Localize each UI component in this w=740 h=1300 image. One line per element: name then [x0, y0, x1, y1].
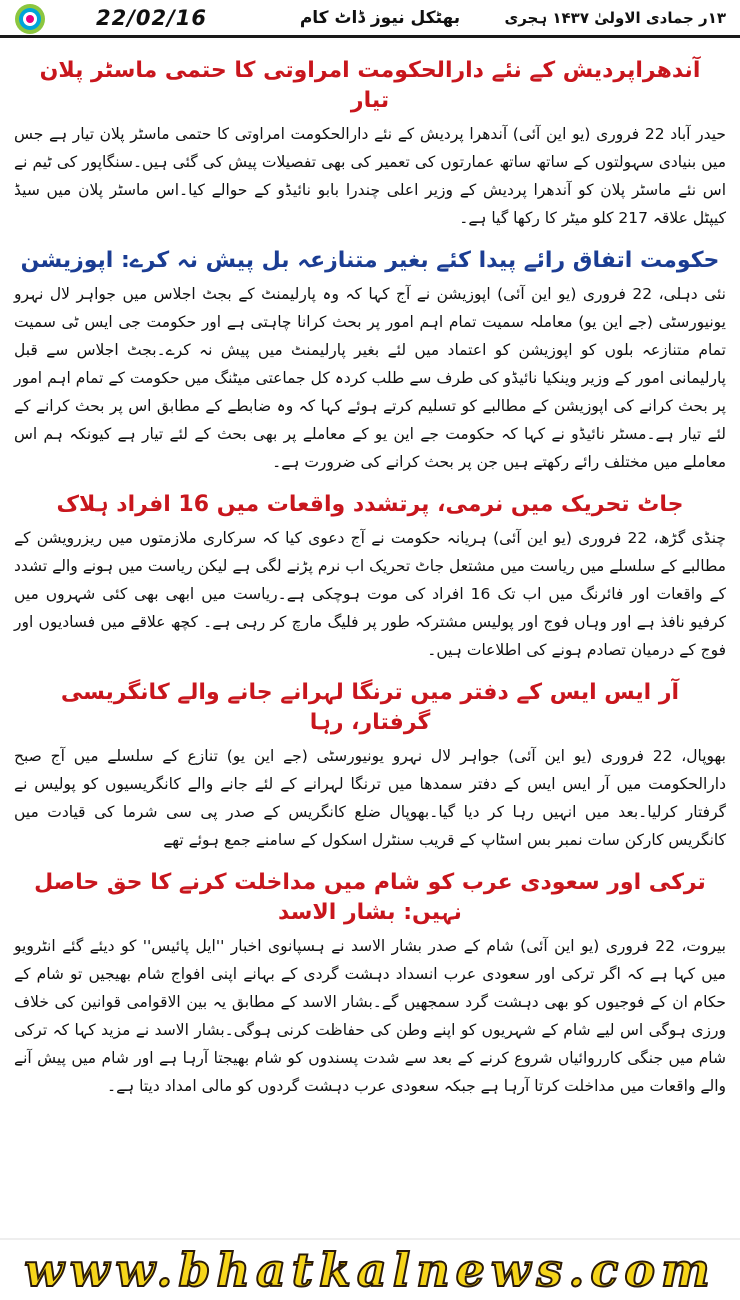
news-content — [0, 42, 740, 1238]
site-name: بھٹکل نیوز ڈاٹ کام — [299, 8, 461, 28]
article-body-jat: چنڈی گڑھ، 22 فروری (یو این آئی) ہریانہ حکومت نے آج دعوی کیا کہ سرکاری ملازمتوں میں ریزرویشن کے مطالبے کے سلسلے میں ریاست میں مشتعل جاٹ تحریک اب نرم پڑنے لگی ہے لیکن ریاست میں ہونے والے تشدد کے واقعات اور فائرنگ میں اب تک 16 افراد کی موت ہوچکی ہے۔ریاست میں ابھی بھی کئی شہروں میں کرفیو نافذ ہے اور وہاں فوج اور پولیس مشترکہ طور پر فلیگ مارچ کر رہی ہے۔ کچھ علاقے میں فسادیوں اور فوج کے درمیان تصادم ہونے کی اطلاعات ہیں۔ — [14, 529, 726, 659]
headline-opposition-bills: حکومت اتفاق رائے پیدا کئے بغیر متنازعہ بل پیش نہ کرے: اپوزیشن — [20, 248, 720, 273]
article-body-rss: بھوپال، 22 فروری (یو این آئی) جواہر لال نہرو یونیورسٹی (جے این یو) تنازع کے سلسلے میں آج صبح دارالحکومت میں آر ایس ایس کے دفتر سمدھا میں ترنگا لہرانے کے لئے جانے والے کانگریسیوں کو پولیس نے گرفتار کرلیا۔بعد میں انہیں رہا کر دیا گیا۔بھوپال ضلع کانگریس کے صدر پی سی شرما کی قیادت میں کانگریس کارکن سات نمبر بس اسٹاپ کے قریب سنٹرل اسکول کے سامنے جمع ہوئے تھے — [14, 747, 726, 849]
article-body-amaravati: حیدر آباد 22 فروری (یو این آئی) آندھرا پردیش کے نئے دارالحکومت امراوتی کا حتمی ماسٹر پلان تیار ہے جس میں بنیادی سہولتوں کے ساتھ ساتھ عمارتوں کی تعمیر کی بھی تفصیلات پیش کی گئی ہیں۔سنگاپور کی ٹیم نے اس نئے ماسٹر پلان کو آندھرا پردیش کے وزیر اعلی چندرا بابو نائیڈو کے حوالے کیا۔اس ماسٹر پلان میں سیڈ کیپٹل علاقہ 217 کلو میٹر کا رکھا گیا ہے۔ — [14, 125, 726, 227]
headline-amaravati-masterplan: آندھراپردیش کے نئے دارالحکومت امراوتی کا حتمی ماسٹر پلان تیار — [39, 58, 701, 113]
logo-icon — [14, 3, 46, 35]
footer-banner — [0, 1238, 740, 1300]
page-header — [0, 0, 740, 38]
headline-bashar-assad: ترکی اور سعودی عرب کو شام میں مداخلت کرنے کا حق حاصل نہیں: بشار الاسد — [34, 870, 706, 925]
headline-jat-agitation: جاٹ تحریک میں نرمی، پرتشدد واقعات میں 16 افراد ہلاک — [56, 492, 684, 517]
issue-date: 22/02/16 — [96, 6, 208, 30]
article-body-assad: بیروت، 22 فروری (یو این آئی) شام کے صدر بشار الاسد نے ہسپانوی اخبار ''ایل پائیس'' کو دیئے گئے انٹرویو میں کہا ہے کہ اگر ترکی اور سعودی عرب انسداد دہشت گردی کے بہانے اپنی افواج شام بھیجیں تو شام کے حکام ان کے فوجیوں کو بھی دہشت گرد سمجھیں گے۔بشار الاسد کے مطابق یہ بین الاقوامی قوانین کی خلاف ورزی ہوگی اس لیے شام کے شہریوں کو اپنے وطن کی حفاظت کرنی ہوگی۔بشار الاسد نے مزید کہا کہ ترکی شام میں جنگی کارروائیاں شروع کرنے کے بعد سے شدت پسندوں کو شام بھیجتا آرہا ہے اور شام میں پیش آنے والے واقعات میں مداخلت کرتا آرہا ہے جبکہ سعودی عرب دہشت گردوں کو مالی امداد دیتا ہے۔ — [14, 937, 726, 1095]
article-body-opposition: نئی دہلی، 22 فروری (یو این آئی) اپوزیشن نے آج کہا کہ وہ پارلیمنٹ کے بجٹ اجلاس میں جواہر لال نہرو یونیورسٹی (جے این یو) معاملہ سمیت تمام اہم امور پر بحث کرانا چاہتی ہے اور حکومت جی ایس ٹی سمیت تمام متنازعہ بلوں کو اپوزیشن کو اعتماد میں لئے بغیر پارلیمنٹ میں پیش نہ کرے۔بجٹ اجلاس سے قبل پارلیمانی امور کے وزیر وینکیا نائیڈو کی طرف سے طلب کردہ کل جماعتی میٹنگ میں حکومت کے تمام اہم امور پر بحث کرانے کی اپوزیشن کے مطالبے کو تسلیم کرتے ہوئے کہا کہ وہ ضابطے کے مطابق اس پر بحث کرانے کے لئے تیار ہے۔مسٹر نائیڈو نے کہا کہ حکومت جے این یو کے معاملے پر بھی بحث کے لئے تیار ہے کیونکہ ہم اس معاملے میں مختلف رائے رکھتے ہیں جن پر بحث کرانے کی ضرورت ہے۔ — [14, 285, 726, 471]
website-url[interactable]: www.bhatkalnews.com — [24, 1243, 716, 1297]
headline-rss-office: آر ایس ایس کے دفتر میں ترنگا لہرانے جانے والے کانگریسی گرفتار، رہا — [60, 680, 680, 735]
hijri-date: ۱۳ر جمادی الاولیٰ ۱۴۳۷ ہجری — [504, 9, 726, 27]
